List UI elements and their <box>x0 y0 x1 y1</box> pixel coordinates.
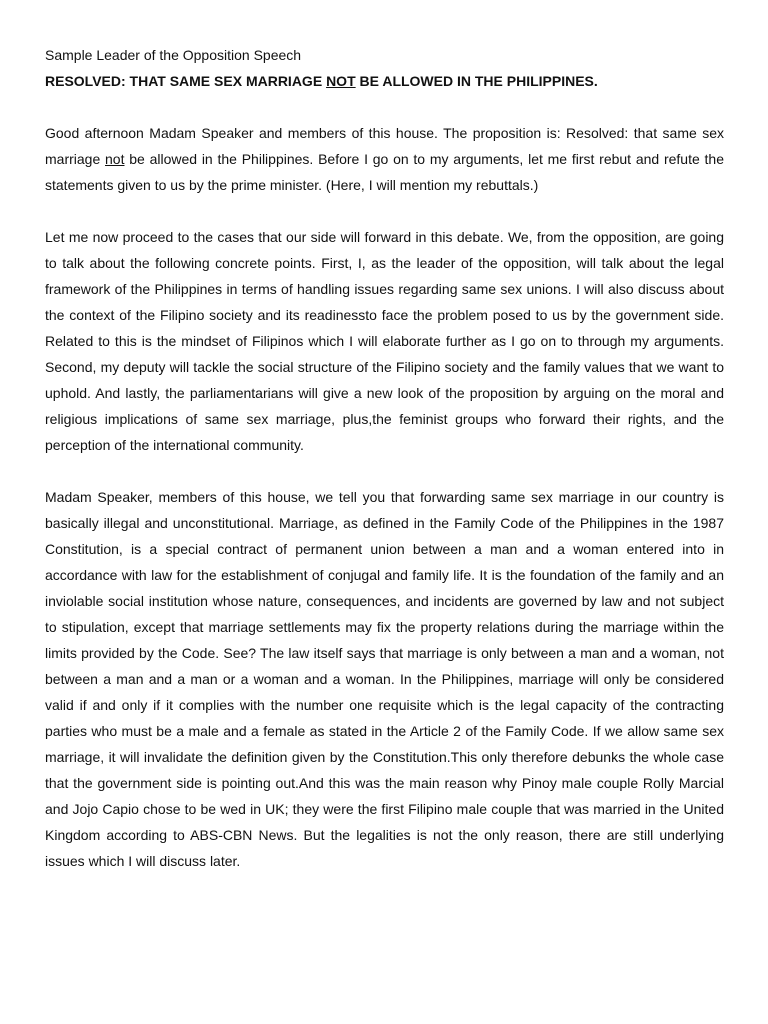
paragraph-legal-argument: Madam Speaker, members of this house, we tell you that forwarding same sex marriage in our country is basically illegal and unconstitutional. Marriage, as defined in the Family Code of the Philippines in the 1987 Constitution, is a special contract of permanent union between a man and a woman entered into in accordance with law for the establishment of conjugal and family life. It is the foundation of the family and an inviolable social institution whose nature, consequences, and incidents are governed by law and not subject to stipulation, except that marriage settlements may fix the property relations during the marriage within the limits provided by the Code. See? The law itself says that marriage is only between a man and a woman, not between a man and a man or a woman and a woman. In the Philippines, marriage will only be considered valid if and only if it complies with the number one requisite which is the legal capacity of the contracting parties who must be a male and a female as stated in the Article 2 of the Family Code. If we allow same sex marriage, it will invalidate the definition given by the Constitution.This only therefore debunks the whole case that the government side is pointing out.And this was the main reason why Pinoy male couple Rolly Marcial and Jojo Capio chose to be wed in UK; they were the first Filipino male couple that was married in the United Kingdom according to ABS-CBN News. But the legalities is not the only reason, there are still underlying issues which I will discuss later. <box>45 489 724 869</box>
resolution-title <box>45 68 724 94</box>
p1-underlined-word: not <box>105 151 125 167</box>
spacer <box>45 94 724 120</box>
title-part-1: RESOLVED: THAT SAME SEX MARRIAGE <box>45 73 327 89</box>
spacer <box>45 198 724 224</box>
p1-part-2: be allowed in the Philippines. Before I go on to my arguments, let me first rebut and refute the statements given to us by the prime minister. (Here, I will mention my rebuttals.) <box>45 151 724 193</box>
paragraph-introduction <box>45 120 724 198</box>
p1-part-1: Good afternoon Madam Speaker and members of this house. The proposition is: Resolved: that same sex marriage <box>45 125 724 167</box>
spacer <box>45 458 724 484</box>
title-underlined-word: NOT <box>326 73 356 89</box>
paragraph-cases: Let me now proceed to the cases that our side will forward in this debate. We, from the opposition, are going to talk about the following concrete points. First, I, as the leader of the opposition, will talk about the legal framework of the Philippines in terms of handling issues regarding same sex unions. I will also discuss about the context of the Filipino society and its readinessto face the problem posed to us by the government side. Related to this is the mindset of Filipinos which I will elaborate further as I go on to through my arguments. Second, my deputy will tackle the social structure of the Filipino society and the family values that we want to uphold. And lastly, the parliamentarians will give a new look of the proposition by arguing on the moral and religious implications of same sex marriage, plus,the feminist groups who forward their rights, and the perception of the international community. <box>45 229 724 453</box>
document-page <box>45 42 724 874</box>
title-part-2: BE ALLOWED IN THE PHILIPPINES. <box>355 73 598 89</box>
document-label: Sample Leader of the Opposition Speech <box>45 47 302 63</box>
